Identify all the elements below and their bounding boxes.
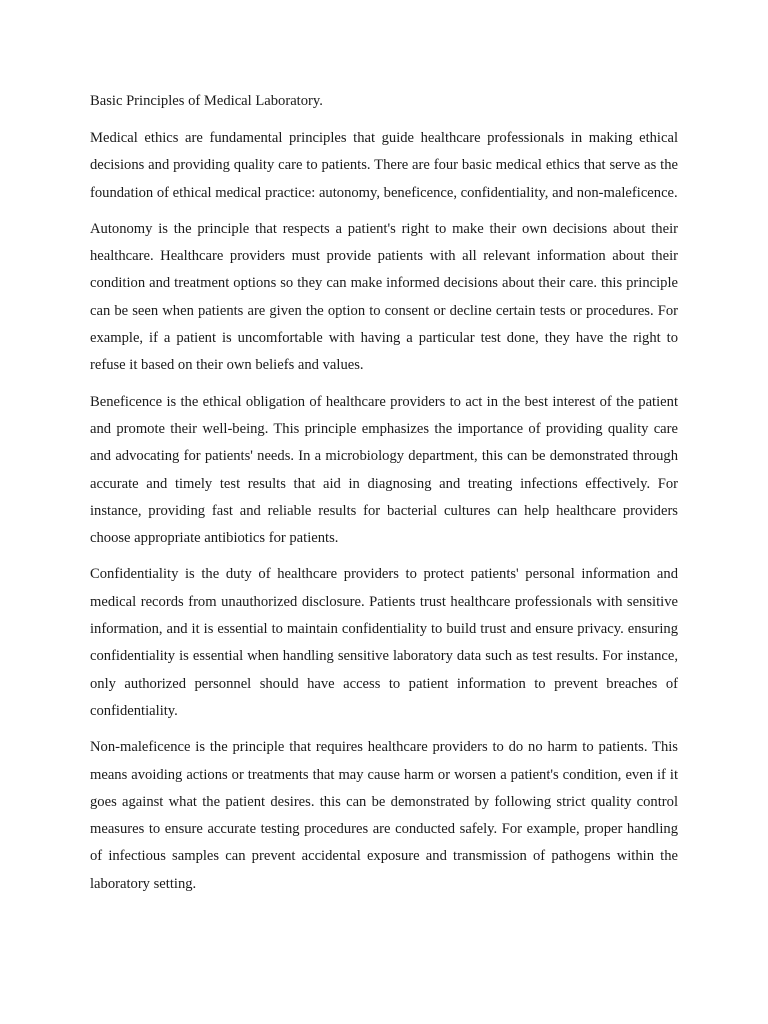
paragraph-beneficence: Beneficence is the ethical obligation of healthcare providers to act in the best interest of the patient and promote their well-being. This principle emphasizes the importance of providing quality care and advocating for patients' needs. In a microbiology department, this can be demonstrated through accurate and timely test results that aid in diagnosing and treating infections effectively. For instance, providing fast and reliable results for bacterial cultures can help healthcare providers choose appropriate antibiotics for patients. <box>90 393 678 547</box>
paragraph-non-maleficence: Non-maleficence is the principle that requires healthcare providers to do no harm to patients. This means avoiding actions or treatments that may cause harm or worsen a patient's condition, even if it goes against what the patient desires. this can be demonstrated by following strict quality control measures to ensure accurate testing procedures are conducted safely. For example, proper handling of infectious samples can prevent accidental exposure and transmission of pathogens within the laboratory setting. <box>90 739 678 892</box>
paragraph-autonomy: Autonomy is the principle that respects a patient's right to make their own decisions about their healthcare. Healthcare providers must provide patients with all relevant information about their condition and treatment options so they can make informed decisions about their care. this principle can be seen when patients are given the option to consent or decline certain tests or procedures. For example, if a patient is uncomfortable with having a particular test done, they have the right to refuse it based on their own beliefs and values. <box>90 220 678 374</box>
document-title: Basic Principles of Medical Laboratory. <box>90 93 323 109</box>
document-page <box>90 88 678 907</box>
paragraph-intro: Medical ethics are fundamental principles that guide healthcare professionals in making ethical decisions and providing quality care to patients. There are four basic medical ethics that serve as the foundation of ethical medical practice: autonomy, beneficence, confidentiality, and non-maleficence. <box>90 130 678 201</box>
paragraph-confidentiality: Confidentiality is the duty of healthcare providers to protect patients' personal information and medical records from unauthorized disclosure. Patients trust healthcare professionals with sensitive information, and it is essential to maintain confidentiality to build trust and ensure privacy. ensuring confidentiality is essential when handling sensitive laboratory data such as test results. For instance, only authorized personnel should have access to patient information to prevent breaches of confidentiality. <box>90 566 678 719</box>
